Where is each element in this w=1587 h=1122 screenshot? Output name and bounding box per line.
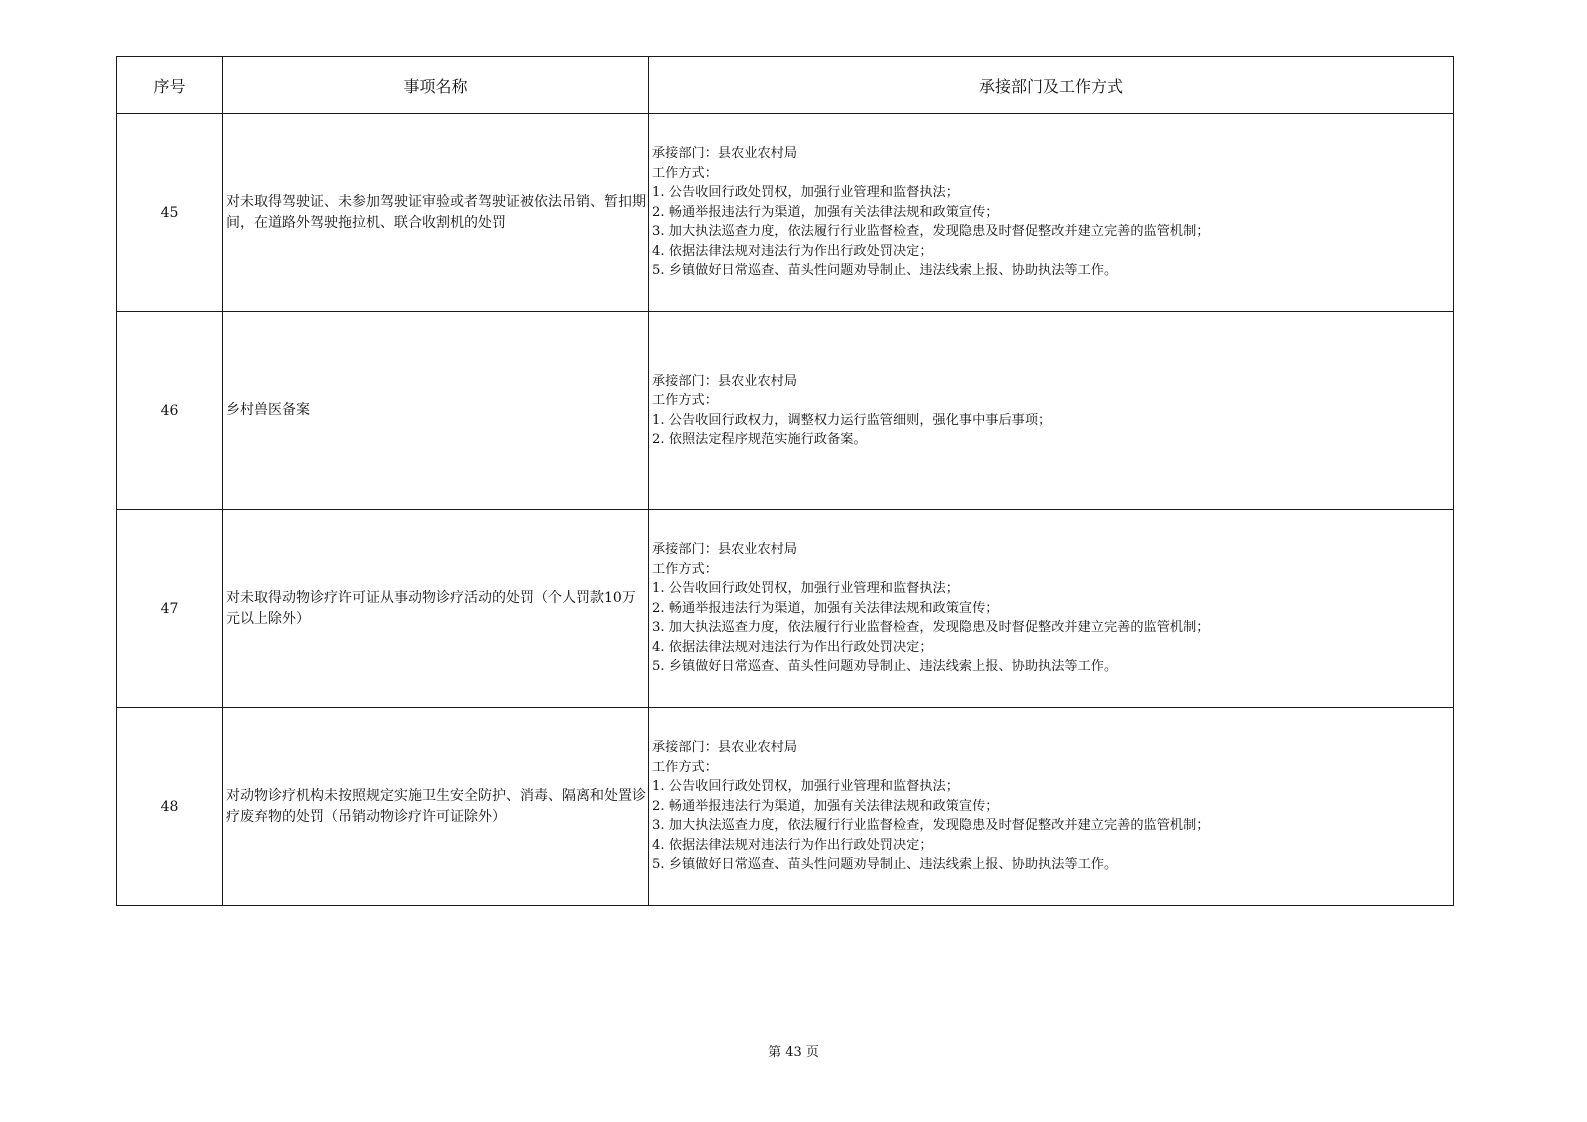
method-line: 2. 畅通举报违法行为渠道，加强有关法律法规和政策宣传； bbox=[652, 600, 999, 616]
method-line: 4. 依据法律法规对违法行为作出行政处罚决定； bbox=[652, 837, 933, 853]
method-line: 2. 依照法定程序规范实施行政备案。 bbox=[652, 432, 867, 447]
method-line: 4. 依据法律法规对违法行为作出行政处罚决定； bbox=[652, 639, 933, 655]
method-line: 3. 加大执法巡查力度，依法履行行业监督检查，发现隐患及时督促整改并建立完善的监管机制； bbox=[652, 620, 1210, 636]
matters-table bbox=[116, 56, 1454, 906]
row-seq: 45 bbox=[117, 114, 223, 312]
table-row bbox=[117, 114, 1454, 312]
method-line: 3. 加大执法巡查力度，依法履行行业监督检查，发现隐患及时督促整改并建立完善的监管机制； bbox=[652, 818, 1210, 834]
row-dept-method bbox=[649, 708, 1454, 906]
method-line: 2. 畅通举报违法行为渠道，加强有关法律法规和政策宣传； bbox=[652, 798, 999, 814]
table-row bbox=[117, 312, 1454, 510]
method-line: 4. 依据法律法规对违法行为作出行政处罚决定； bbox=[652, 243, 933, 259]
row-seq: 48 bbox=[117, 708, 223, 906]
row-seq: 46 bbox=[117, 312, 223, 510]
method-line: 1. 公告收回行政处罚权，加强行业管理和监督执法； bbox=[652, 779, 959, 795]
method-line: 承接部门：县农业农村局 bbox=[652, 373, 798, 389]
method-line: 工作方式： bbox=[652, 759, 718, 775]
header-dept-method: 承接部门及工作方式 bbox=[649, 57, 1454, 114]
method-line: 2. 畅通举报违法行为渠道，加强有关法律法规和政策宣传； bbox=[652, 204, 999, 220]
method-line: 5. 乡镇做好日常巡查、苗头性问题劝导制止、违法线索上报、协助执法等工作。 bbox=[652, 857, 1118, 873]
table-row bbox=[117, 708, 1454, 906]
row-dept-method bbox=[649, 312, 1454, 510]
method-line: 5. 乡镇做好日常巡查、苗头性问题劝导制止、违法线索上报、协助执法等工作。 bbox=[652, 263, 1118, 279]
row-item-name: 乡村兽医备案 bbox=[223, 312, 649, 510]
page-number: 第 43 页 bbox=[768, 1045, 819, 1060]
method-line: 3. 加大执法巡查力度，依法履行行业监督检查，发现隐患及时督促整改并建立完善的监管机制； bbox=[652, 224, 1210, 240]
method-line: 承接部门：县农业农村局 bbox=[652, 146, 798, 162]
row-dept-method bbox=[649, 114, 1454, 312]
method-line: 承接部门：县农业农村局 bbox=[652, 740, 798, 756]
table-header-row bbox=[117, 57, 1454, 114]
row-seq: 47 bbox=[117, 510, 223, 708]
header-seq: 序号 bbox=[117, 57, 223, 114]
table-row bbox=[117, 510, 1454, 708]
method-line: 1. 公告收回行政权力，调整权力运行监管细则，强化事中事后事项； bbox=[652, 412, 1052, 428]
row-item-name: 对未取得驾驶证、未参加驾驶证审验或者驾驶证被依法吊销、暂扣期间，在道路外驾驶拖拉机、联合收割机的处罚 bbox=[223, 114, 649, 312]
method-line: 工作方式： bbox=[652, 561, 718, 577]
row-item-name: 对未取得动物诊疗许可证从事动物诊疗活动的处罚（个人罚款10万元以上除外） bbox=[223, 510, 649, 708]
method-line: 承接部门：县农业农村局 bbox=[652, 542, 798, 558]
row-item-name: 对动物诊疗机构未按照规定实施卫生安全防护、消毒、隔离和处置诊疗废弃物的处罚（吊销动物诊疗许可证除外） bbox=[223, 708, 649, 906]
method-line: 工作方式： bbox=[652, 165, 718, 181]
row-dept-method bbox=[649, 510, 1454, 708]
method-line: 5. 乡镇做好日常巡查、苗头性问题劝导制止、违法线索上报、协助执法等工作。 bbox=[652, 659, 1118, 675]
method-line: 1. 公告收回行政处罚权，加强行业管理和监督执法； bbox=[652, 185, 959, 201]
method-line: 1. 公告收回行政处罚权，加强行业管理和监督执法； bbox=[652, 581, 959, 597]
method-line: 工作方式： bbox=[652, 393, 718, 408]
header-item-name: 事项名称 bbox=[223, 57, 649, 114]
